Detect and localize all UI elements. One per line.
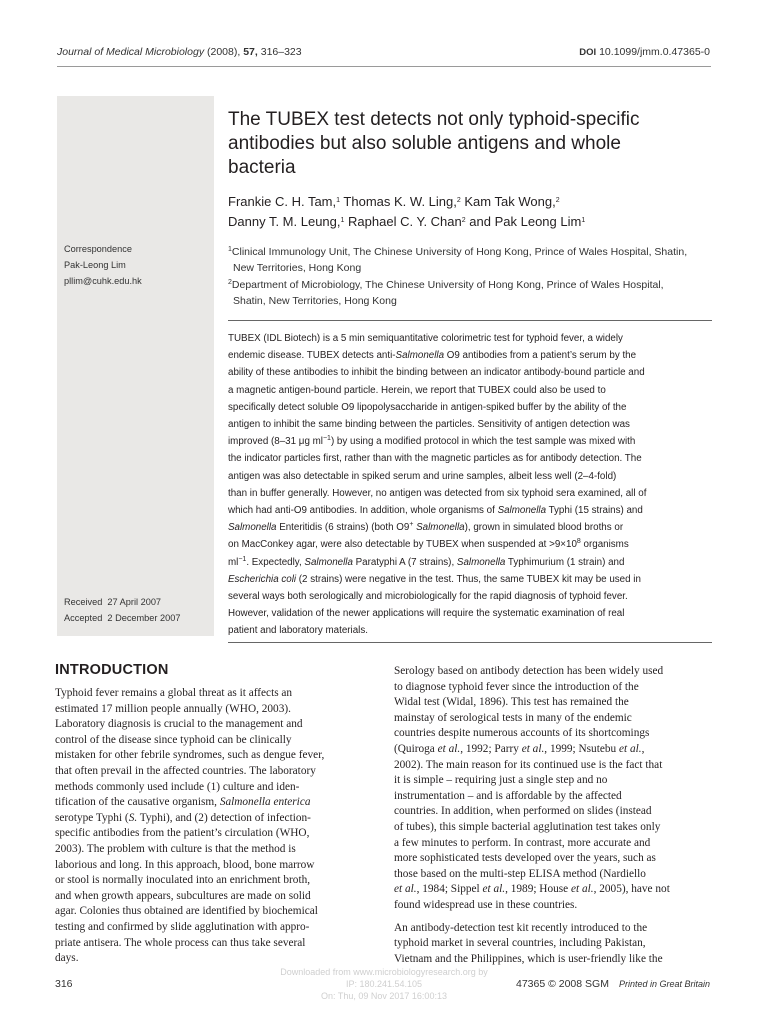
header-divider [57,66,711,67]
abstract [228,330,712,640]
abstract-line: several ways both serologically and microbiologically for the rapid diagnosis of typhoid fever. [228,591,628,603]
correspondence-block [64,241,142,289]
title-line: bacteria [228,157,296,178]
abstract-line: Escherichia coli (2 strains) were negative in the test. Thus, the same TUBEX kit may be used in [228,573,641,585]
download-watermark [230,966,538,1002]
journal-citation [57,46,302,58]
body-line: Laboratory diagnosis is crucial to the management and [55,718,303,731]
correspondence-label: Correspondence [64,244,132,254]
body-line: instrumentation – and is affordable by the affected [394,789,622,802]
body-line: priate antisera. The whole process can thus take several [55,936,306,949]
body-line: or stool is normally inoculated into an enrichment broth, [55,874,311,887]
body-line: those based on the multi-step ELISA method (Nardiello [394,867,646,880]
title-line: antibodies but also soluble antigens and whole [228,133,621,154]
doi-label: DOI [579,47,597,58]
abstract-line: on MacConkey agar, were also detectable by TUBEX when suspended at $>9\times 10^8$ organisms [228,538,629,551]
affiliation-text: Clinical Immunology Unit, The Chinese University of Hong Kong, Prince of Wales Hospital, Shatin, [231,246,688,258]
body-line: countries. In addition, when performed on slides (instead [394,805,652,818]
author: Frankie C. H. Tam, [228,194,337,209]
abstract-line: a magnetic antigen-bound particle. Herein, we report that TUBEX could also be used to [228,384,606,396]
body-line: found widespread use in these countries. [394,898,578,911]
author-list [228,192,713,232]
doi-value[interactable]: 10.1099/jmm.0.47365-0 [599,46,710,58]
abstract-top-rule [228,320,712,321]
body-line: days. [55,952,79,965]
body-line: serotype Typhi (S. Typhi), and (2) detection of infection- [55,811,311,824]
body-line: (Quiroga et al., 1992; Parry et al., 1999; Nsutebu et al., [394,742,645,755]
abstract-line: improved (8–31 μg $ml^{-1}$) by using a modified protocol in which the test sample was mixed with [228,435,636,448]
body-line: to diagnose typhoid fever since the introduction of the [394,680,639,693]
body-line: Serology based on antibody detection has been widely used [394,665,664,677]
copyright-text: 47365 © 2008 SGM [515,978,609,990]
watermark-line: IP: 180.241.54.105 [345,979,423,989]
abstract-line: the indicator particles first, rather than with the magnetic particles as for antibody detection. The [228,453,642,465]
abstract-line: antigen to inhibit the same binding between the particles. Sensitivity of antigen detection was [228,419,630,431]
accepted-date: Accepted 2 December 2007 [64,613,181,623]
author-conjunction: and [469,214,491,229]
affiliation-mark: 2 [456,197,461,204]
abstract-line: patient and laboratory materials. [228,625,368,637]
body-line: that often prevail in the affected countries. The laboratory [55,764,316,777]
journal-year: (2008), [207,46,241,58]
affiliation-text: Shatin, New Territories, Hong Kong [233,295,397,307]
body-line: a few minutes to perform. In contrast, more accurate and [394,836,651,849]
abstract-line: antigen was also detectable in spiked serum and urine samples, albeit less well (2–4-fold) [228,470,617,482]
author: Pak Leong Lim [494,214,582,229]
affiliation-1 [228,244,708,276]
abstract-line: However, validation of the newer applications will require the systematic examination of real [228,608,625,620]
abstract-line: which had anti-O9 antibodies. In addition, whole organisms of Salmonella Typhi (15 strains) and [228,505,643,517]
author: Danny T. M. Leung, [228,214,341,229]
abstract-line: Salmonella Enteritidis (6 strains) (both O9+ Salmonella), grown in simulated blood broths or [228,521,624,534]
printed-in: Printed in Great Britain [618,979,710,989]
affiliation-mark: 2 [461,217,466,224]
body-line: of tubes), this simple bacterial agglutination test takes only [394,820,661,833]
body-line: it is simple – requiring just a single step and no [394,774,608,787]
dates-block [64,594,180,626]
journal-pages: 316–323 [260,46,302,58]
correspondence-email[interactable]: pllim@cuhk.edu.hk [64,276,142,286]
body-line: Vietnam and the Philippines, which is user-friendly like the [394,952,663,965]
journal-name: Journal of Medical Microbiology [57,46,205,58]
body-line: control of the disease since typhoid can be clinically [55,733,292,746]
watermark-line: On: Thu, 09 Nov 2017 16:00:13 [321,991,447,1001]
author: Kam Tak Wong, [464,194,556,209]
affiliation-2 [228,277,708,309]
abstract-line: TUBEX (IDL Biotech) is a 5 min semiquantitative colorimetric test for typhoid fever, a widely [228,333,623,344]
footer-copyright [516,978,710,990]
affiliation-text: Department of Microbiology, The Chinese University of Hong Kong, Prince of Wales Hospital, [231,279,664,291]
affiliation-mark: 1 [336,197,341,204]
affiliation-text: New Territories, Hong Kong [233,262,362,274]
body-line: specific antibodies from the patient’s circulation (WHO, [55,827,310,840]
section-heading-introduction: INTRODUCTION [55,662,169,678]
abstract-line: ability of these antibodies to inhibit the binding between an indicator antibody-bound particle and [228,367,645,379]
body-line: et al., 1984; Sippel et al., 1989; House et al., 2005), have not [394,883,670,896]
abstract-line: $ml^{-1}$. Expectedly, Salmonella Paratyphi A (7 strains), Salmonella Typhimurium (1 strain) and [228,555,625,568]
correspondence-name: Pak-Leong Lim [64,260,126,270]
doi [579,46,710,58]
journal-volume: 57, [243,46,258,58]
affiliation-mark: 1 [340,217,345,224]
abstract-bottom-rule [228,642,712,643]
affiliation-mark: 1 [581,217,586,224]
body-line: laborious and long. In this approach, blood, bone marrow [55,858,315,871]
paragraph-gap [394,914,704,921]
sidebar-panel [57,96,214,636]
title-line: The TUBEX test detects not only typhoid-specific [228,109,640,130]
body-line: estimated 17 million people annually (WHO, 2003). [55,702,291,715]
body-line: more sophisticated tests developed over the years, such as [394,852,656,865]
body-line: agar. Colonies thus obtained are identified by biochemical [55,905,318,918]
body-line: Typhoid fever remains a global threat as it affects an [55,687,293,699]
affiliation-mark: 2 [555,197,560,204]
abstract-line: specifically detect soluble O9 lipopolysaccharide in antigen-spiked buffer by the ability of the [228,401,627,413]
body-line: tification of the causative organism, Salmonella enterica [55,796,311,809]
body-column-left [55,686,365,967]
author: Thomas K. W. Ling, [343,194,457,209]
body-line: and when growth appears, subcultures are made on solid [55,889,311,902]
author: Raphael C. Y. Chan [348,214,462,229]
article-title [228,108,713,180]
received-date: Received 27 April 2007 [64,597,162,607]
affiliation-number: 2 [228,279,232,286]
body-line: typhoid market in several countries, including Pakistan, [394,937,646,950]
body-line: 2002). The main reason for its continued use is the fact that [394,758,663,771]
body-line: An antibody-detection test kit recently introduced to the [394,921,648,934]
abstract-line: endemic disease. TUBEX detects anti-Salmonella O9 antibodies from a patient’s serum by the [228,350,637,362]
body-line: mainstay of serological tests in many of the endemic [394,711,632,724]
abstract-line: than in buffer generally. However, no antigen was detected from six typhoid sera examined, all of [228,487,647,499]
body-line: mistaken for other febrile syndromes, such as dengue fever, [55,749,325,762]
body-line: countries despite numerous accounts of its shortcomings [394,727,650,740]
page-number: 316 [55,978,73,990]
body-line: Widal test (Widal, 1896). This test has remained the [394,696,629,709]
body-line: testing and confirmed by slide agglutination with appro- [55,920,310,933]
body-column-right [394,664,704,967]
body-line: 2003). The problem with culture is that the method is [55,842,296,855]
body-line: methods commonly used include (1) culture and iden- [55,780,300,793]
affiliation-number: 1 [228,246,232,253]
watermark-line: Downloaded from www.microbiologyresearch.org by [280,967,488,977]
